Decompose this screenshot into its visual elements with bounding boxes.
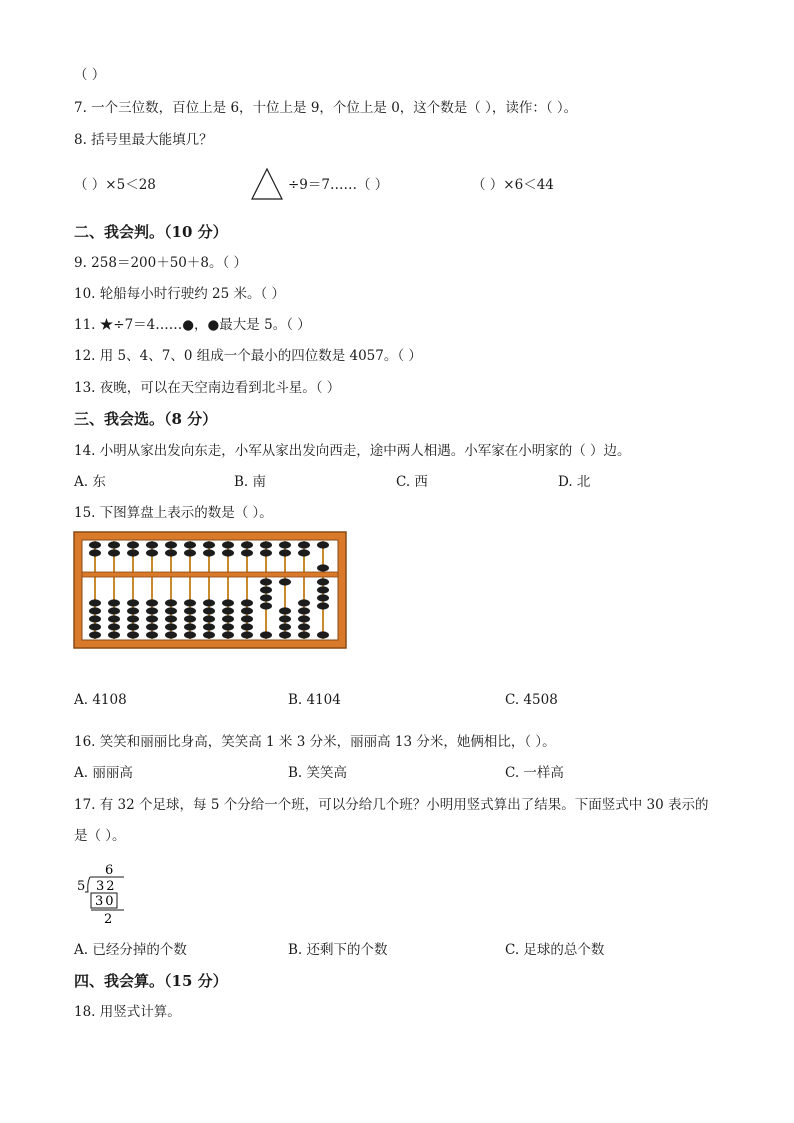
- abacus-bead: [279, 615, 291, 622]
- abacus-bead: [260, 602, 272, 609]
- question-12: 12. 用 5、4、7、0 组成一个最小的四位数是 4057。（ ）: [74, 348, 422, 364]
- abacus-bead: [108, 615, 120, 622]
- abacus-bead: [279, 631, 291, 638]
- abacus-bead: [127, 631, 139, 638]
- question-17: 17. 有 32 个足球，每 5 个分给一个班，可以分给几个班？小明用竖式算出了结果。下面竖式中 30 表示的: [74, 797, 709, 813]
- abacus-bead: [203, 623, 215, 630]
- section-2-heading: 二、我会判。（10 分）: [74, 223, 228, 241]
- abacus-bead: [89, 623, 101, 630]
- abacus-bead: [222, 549, 234, 556]
- question-16-option-c: C. 一样高: [505, 765, 564, 781]
- abacus-bead: [165, 631, 177, 638]
- abacus-bead: [127, 607, 139, 614]
- abacus-bead: [89, 599, 101, 606]
- question-9: 9. 258＝200＋50＋8。（ ）: [74, 255, 248, 271]
- abacus-bead: [241, 615, 253, 622]
- abacus-bead: [146, 541, 158, 548]
- question-10: 10. 轮船每小时行驶约 25 米。（ ）: [74, 286, 286, 302]
- abacus-bead: [260, 586, 272, 593]
- product-digits: 30: [95, 894, 116, 909]
- question-17-option-c: C. 足球的总个数: [505, 942, 605, 958]
- abacus-bead: [260, 549, 272, 556]
- abacus-bead: [184, 541, 196, 548]
- abacus-bead: [165, 599, 177, 606]
- abacus-bead: [146, 623, 158, 630]
- abacus-bead: [165, 607, 177, 614]
- abacus-bead: [184, 615, 196, 622]
- abacus-bead: [317, 541, 329, 548]
- question-8-part-a: （ ）×5＜28: [74, 177, 156, 193]
- abacus-bead: [298, 549, 310, 556]
- abacus-bead: [203, 599, 215, 606]
- abacus-bead: [89, 549, 101, 556]
- abacus-bead: [279, 541, 291, 548]
- abacus-bead: [317, 564, 329, 571]
- section-4-heading: 四、我会算。（15 分）: [74, 972, 228, 990]
- question-8: 8. 括号里最大能填几？: [74, 132, 213, 148]
- abacus-bead: [146, 599, 158, 606]
- question-16-option-a: A. 丽丽高: [74, 765, 133, 781]
- abacus-bead: [222, 599, 234, 606]
- abacus-bead: [184, 599, 196, 606]
- abacus-bead: [146, 607, 158, 614]
- abacus-bead: [241, 607, 253, 614]
- abacus-bead: [241, 631, 253, 638]
- abacus-bead: [279, 623, 291, 630]
- abacus-bead: [108, 623, 120, 630]
- abacus-bead: [317, 586, 329, 593]
- question-16: 16. 笑笑和丽丽比身高，笑笑高 1 米 3 分米，丽丽高 13 分米，她俩相比，（ ）。: [74, 734, 556, 750]
- question-14-option-c: C. 西: [396, 474, 428, 490]
- abacus-bead: [260, 578, 272, 585]
- question-14-option-a: A. 东: [74, 474, 106, 490]
- abacus-bead: [222, 631, 234, 638]
- dividend-digits: 32: [96, 879, 117, 894]
- divisor-digit: 5: [77, 879, 86, 894]
- abacus-bead: [127, 549, 139, 556]
- abacus-bead: [89, 607, 101, 614]
- abacus-bead: [108, 631, 120, 638]
- abacus-bead: [203, 541, 215, 548]
- question-15-option-a: A. 4108: [74, 692, 127, 708]
- abacus-bead: [184, 631, 196, 638]
- abacus-bead: [184, 549, 196, 556]
- question-15-option-c: C. 4508: [505, 692, 558, 708]
- remainder-digit: 2: [104, 912, 113, 926]
- abacus-bead: [146, 615, 158, 622]
- question-7: 7. 一个三位数，百位上是 6，十位上是 9，个位上是 0，这个数是（ ），读作：（ ）。: [74, 100, 578, 116]
- abacus-bead: [279, 549, 291, 556]
- abacus-bead: [222, 615, 234, 622]
- question-17-option-a: A. 已经分掉的个数: [74, 942, 187, 958]
- abacus-bead: [89, 615, 101, 622]
- question-18: 18. 用竖式计算。: [74, 1004, 181, 1020]
- abacus-bead: [279, 607, 291, 614]
- question-16-option-b: B. 笑笑高: [288, 765, 348, 781]
- abacus-bead: [165, 549, 177, 556]
- question-14-option-d: D. 北: [558, 474, 591, 490]
- abacus-bead: [108, 607, 120, 614]
- abacus-bead: [317, 631, 329, 638]
- abacus-bead: [241, 541, 253, 548]
- abacus-bead: [203, 615, 215, 622]
- abacus-bead: [146, 549, 158, 556]
- abacus-bead: [108, 599, 120, 606]
- abacus-bead: [298, 623, 310, 630]
- abacus-bead: [127, 615, 139, 622]
- abacus-bead: [184, 623, 196, 630]
- abacus-bead: [298, 607, 310, 614]
- question-17-option-b: B. 还剩下的个数: [288, 942, 388, 958]
- question-15-option-b: B. 4104: [288, 692, 341, 708]
- abacus-bead: [260, 631, 272, 638]
- abacus-bead: [279, 578, 291, 585]
- abacus-bead: [146, 631, 158, 638]
- question-17-continued: 是（ ）。: [74, 828, 126, 844]
- abacus-bead: [203, 607, 215, 614]
- abacus-bead: [89, 631, 101, 638]
- question-8-part-b: ÷9＝7……（ ）: [288, 177, 389, 193]
- abacus-bead: [241, 623, 253, 630]
- abacus-bead: [108, 549, 120, 556]
- question-14-option-b: B. 南: [234, 474, 267, 490]
- triangle-icon: [250, 167, 284, 201]
- abacus-figure: [73, 531, 347, 649]
- abacus-bead: [222, 607, 234, 614]
- abacus-bead: [127, 623, 139, 630]
- abacus-bead: [298, 541, 310, 548]
- blank-line: （ ）: [74, 67, 106, 83]
- section-3-heading: 三、我会选。（8 分）: [74, 410, 218, 428]
- abacus-bead: [127, 599, 139, 606]
- question-13: 13. 夜晚，可以在天空南边看到北斗星。（ ）: [74, 380, 341, 396]
- long-division-figure: [74, 860, 134, 926]
- question-14: 14. 小明从家出发向东走，小军从家出发向西走，途中两人相遇。小军家在小明家的（ ）边。: [74, 443, 631, 459]
- abacus-bead: [298, 599, 310, 606]
- abacus-bead: [165, 615, 177, 622]
- abacus-bead: [298, 615, 310, 622]
- abacus-bead: [298, 631, 310, 638]
- abacus-bead: [222, 623, 234, 630]
- abacus-bead: [127, 541, 139, 548]
- abacus-bead: [222, 541, 234, 548]
- quotient-digit: 6: [105, 863, 114, 878]
- abacus-bead: [317, 594, 329, 601]
- abacus-bead: [241, 549, 253, 556]
- abacus-bead: [317, 602, 329, 609]
- abacus-bead: [108, 541, 120, 548]
- abacus-bead: [165, 623, 177, 630]
- abacus-bead: [203, 549, 215, 556]
- question-8-part-c: （ ）×6＜44: [472, 177, 554, 193]
- question-15: 15. 下图算盘上表示的数是（ ）。: [74, 505, 273, 521]
- abacus-bead: [317, 578, 329, 585]
- abacus-bead: [165, 541, 177, 548]
- abacus-bead: [184, 607, 196, 614]
- abacus-bead: [241, 599, 253, 606]
- abacus-beam: [82, 572, 338, 577]
- abacus-bead: [260, 541, 272, 548]
- abacus-bead: [89, 541, 101, 548]
- abacus-bead: [203, 631, 215, 638]
- abacus-bead: [260, 594, 272, 601]
- question-11: 11. ★÷7＝4……●，●最大是 5。（ ）: [74, 317, 311, 333]
